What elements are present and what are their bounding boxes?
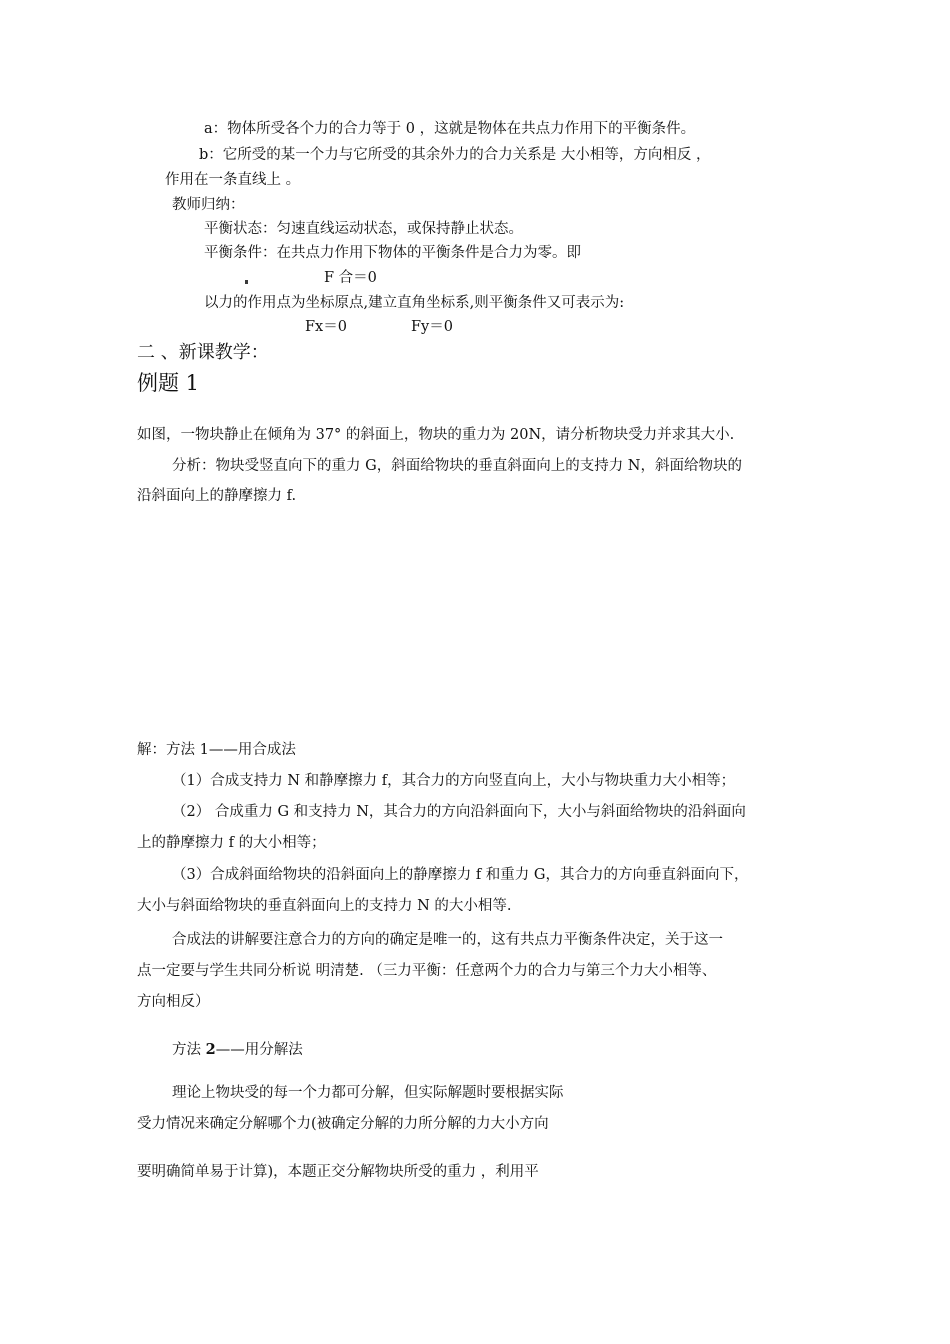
teacher-summary-heading: 教师归纳： [172, 197, 245, 213]
solution-step-2: （2） 合成重力 G 和支持力 N，其合力的方向沿斜面向下，大小与斜面给物块的沿斜面向 [172, 804, 746, 820]
example-heading: 例题 1 [137, 371, 200, 395]
solution-step-1: （1）合成支持力 N 和静摩擦力 f，其合力的方向竖直向上，大小与物块重力大小相等； [172, 773, 736, 789]
line-condition-a: a：物体所受各个力的合力等于 0 ，这就是物体在共点力作用下的平衡条件。 [204, 121, 696, 137]
solution-heading: 解：方法 1——用合成法 [137, 742, 296, 758]
theory-line-2: 受力情况来确定分解哪个力(被确定分解的力所分解的力大小方向 [137, 1116, 549, 1132]
method-2-number: 2 [205, 1041, 216, 1058]
solution-step-2-cont: 上的静摩擦力 f 的大小相等； [137, 835, 326, 851]
method-2-prefix: 方法 [172, 1042, 206, 1058]
coordinate-statement: 以力的作用点为坐标原点,建立直角坐标系,则平衡条件又可表示为: [204, 295, 625, 311]
example-question: 如图，一物块静止在倾角为 37° 的斜面上，物块的重力为 20N，请分析物块受力并求其大小. [137, 427, 735, 443]
equilibrium-condition: 平衡条件：在共点力作用下物体的平衡条件是合力为零。即 [204, 245, 581, 261]
note-line-2: 点一定要与学生共同分析说 明清楚. （三力平衡：任意两个力的合力与第三个力大小相等、 [137, 963, 717, 979]
analysis-line-2: 沿斜面向上的静摩擦力 f. [137, 488, 297, 504]
solution-step-3-cont: 大小与斜面给物块的垂直斜面向上的支持力 N 的大小相等. [137, 898, 512, 914]
note-line-3: 方向相反） [137, 994, 210, 1010]
analysis-line-1: 分析：物块受竖直向下的重力 G，斜面给物块的垂直斜面向上的支持力 N，斜面给物块的 [172, 458, 742, 474]
fx-equation: Fx＝0 [305, 319, 347, 335]
theory-line-1: 理论上物块受的每一个力都可分解，但实际解题时要根据实际 [172, 1085, 564, 1101]
section-heading: 二 、新课教学： [137, 342, 269, 363]
fy-equation: Fy＝0 [411, 319, 453, 335]
note-line-1: 合成法的讲解要注意合力的方向的确定是唯一的，这有共点力平衡条件决定，关于这一 [172, 932, 723, 948]
solution-step-3: （3）合成斜面给物块的沿斜面向上的静摩擦力 f 和重力 G，其合力的方向垂直斜面向下， [172, 867, 749, 883]
net-force-equation: F 合＝0 [324, 270, 377, 286]
line-condition-b-cont: 作用在一条直线上 。 [165, 172, 301, 188]
method-2-suffix: ——用分解法 [215, 1042, 303, 1058]
line-condition-b: b：它所受的某一个力与它所受的其余外力的合力关系是 大小相等，方向相反 ， [199, 147, 711, 163]
stray-mark [245, 280, 248, 284]
theory-line-3: 要明确简单易于计算)，本题正交分解物块所受的重力 ，利用平 [137, 1164, 539, 1180]
equilibrium-state: 平衡状态：匀速直线运动状态，或保持静止状态。 [204, 221, 523, 237]
method-2-heading [172, 1043, 303, 1058]
